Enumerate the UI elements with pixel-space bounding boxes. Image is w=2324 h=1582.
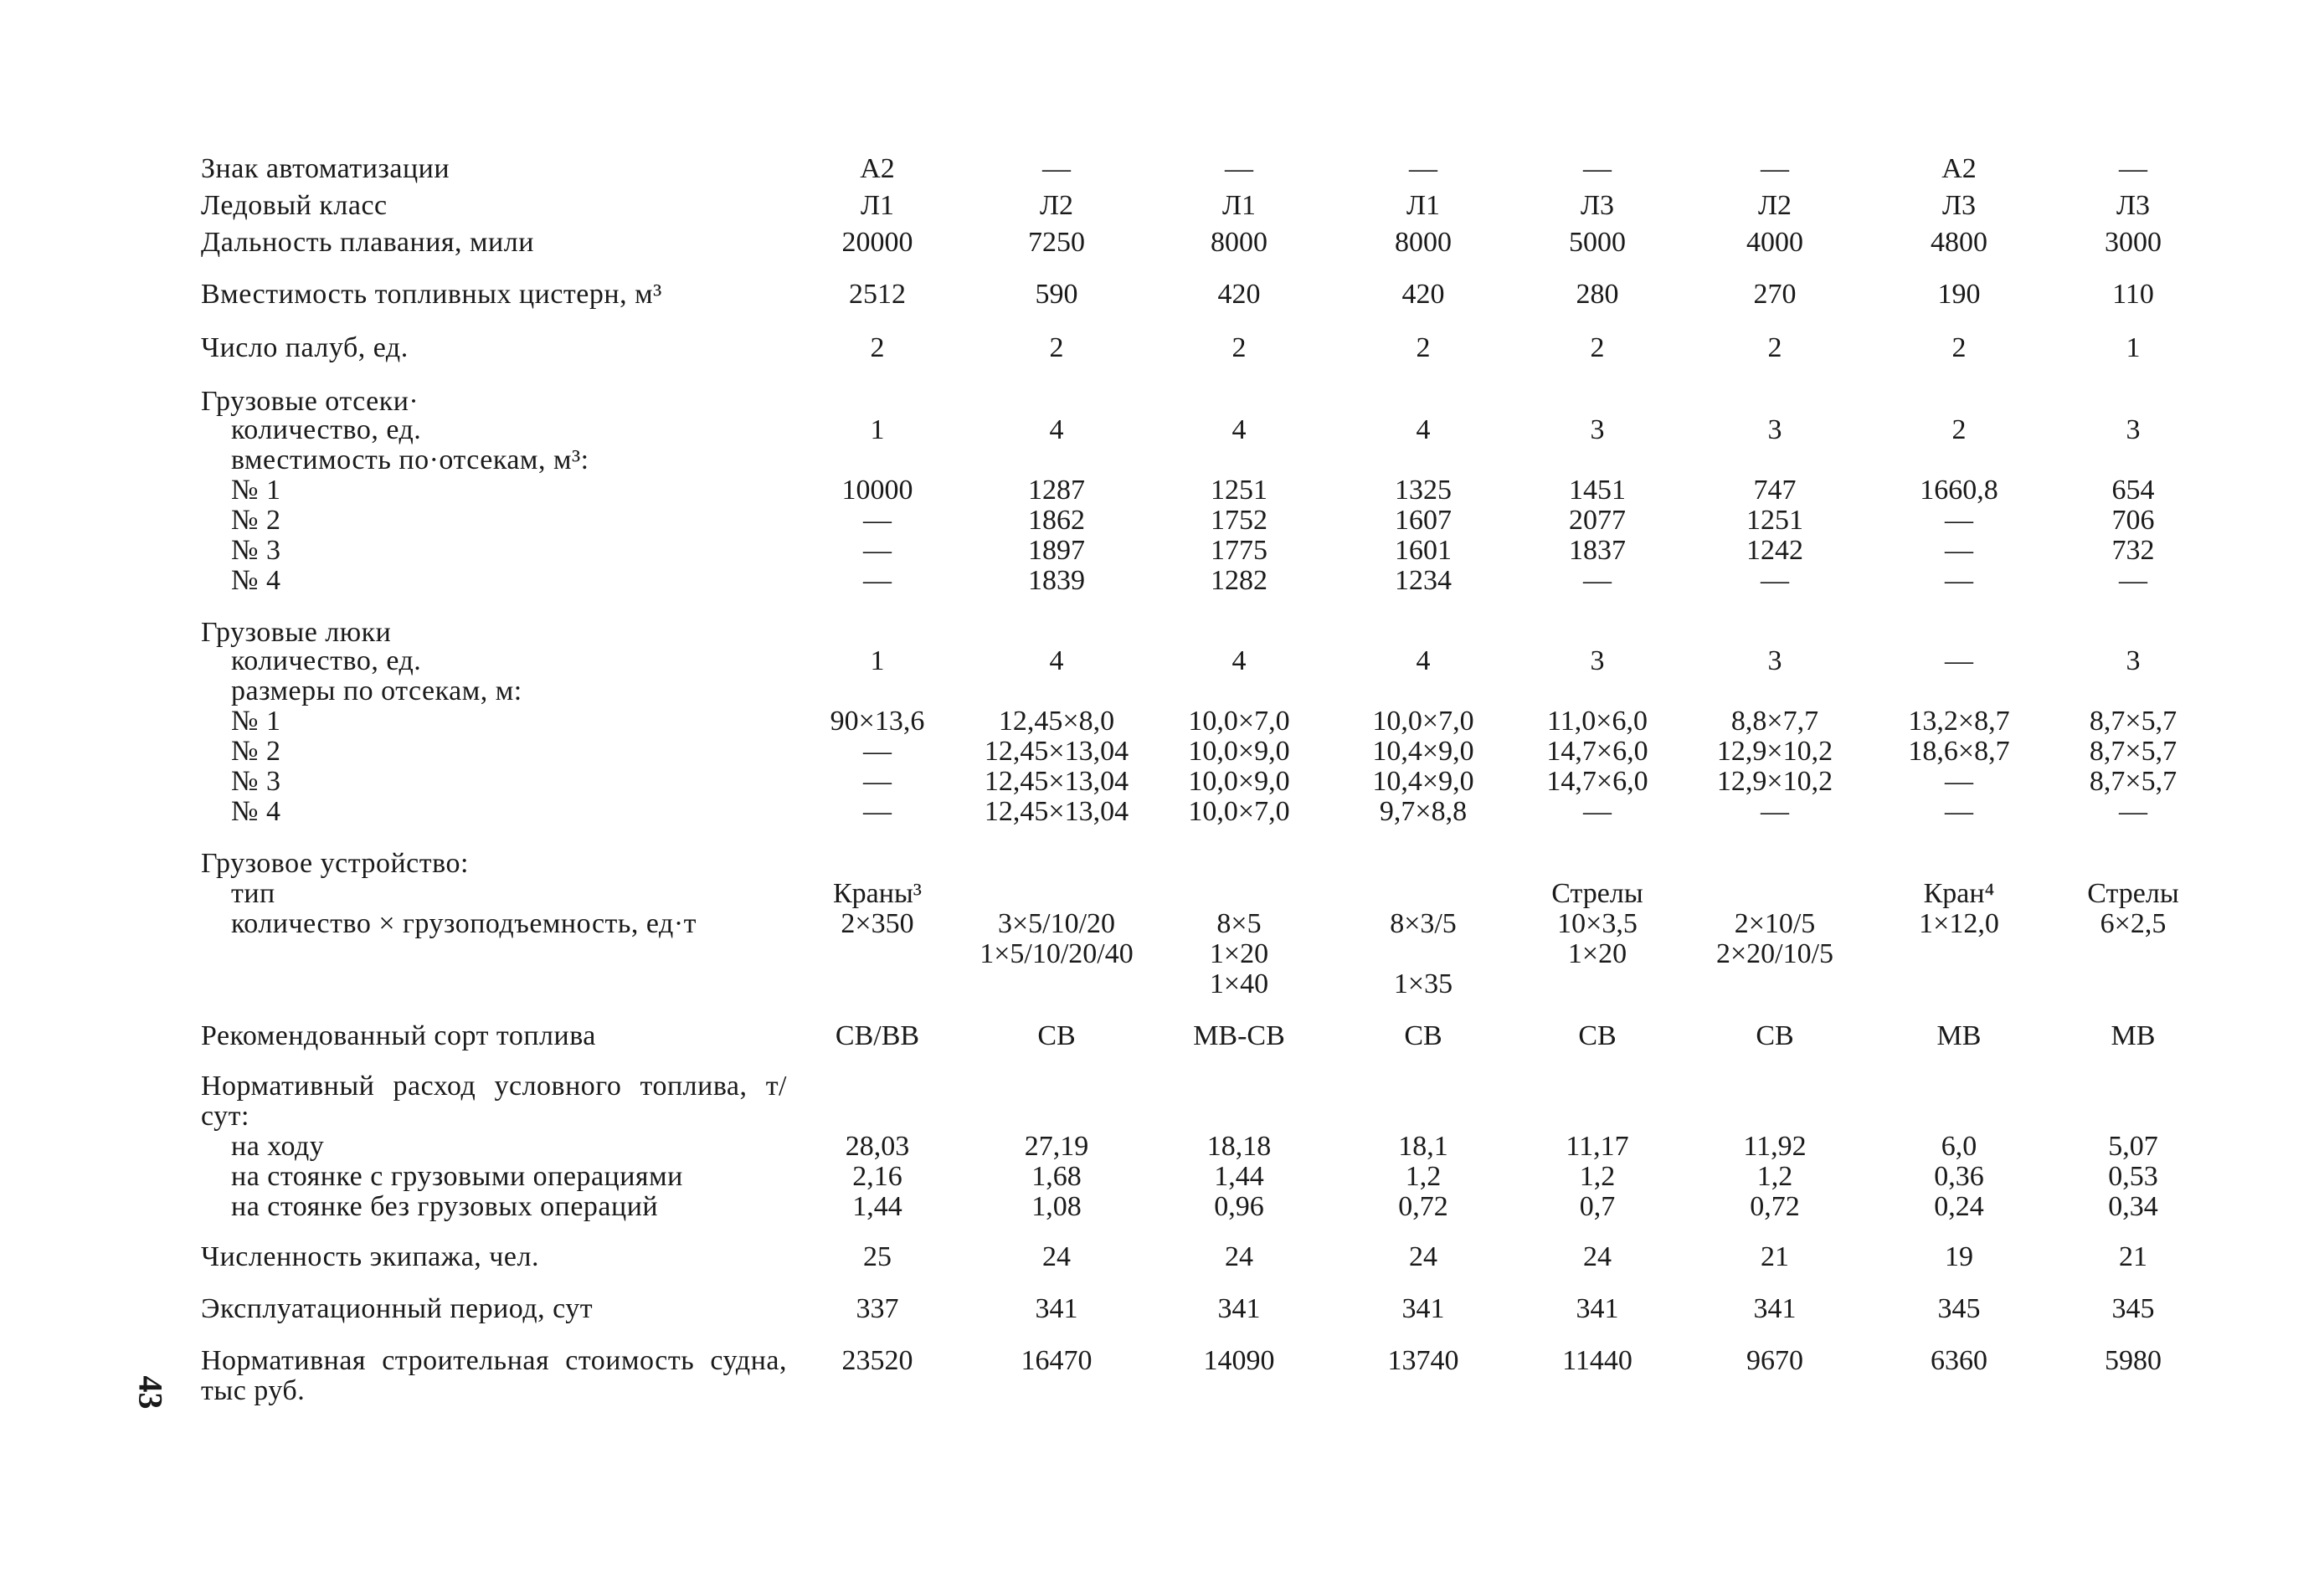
cell-gear_qty1-col5: 10×3,5 xyxy=(1557,908,1638,939)
cell-fuel_grade-col1: СВ/ВВ xyxy=(835,1020,920,1051)
cell-hatch4-col4: 9,7×8,8 xyxy=(1379,796,1468,827)
cell-fuel_underway-col8: 5,07 xyxy=(2108,1131,2158,1162)
cell-range-col1: 20000 xyxy=(841,227,913,258)
cell-fuel_grade-col5: СВ xyxy=(1578,1020,1617,1051)
cell-hold4-col4: 1234 xyxy=(1395,565,1452,596)
cell-gear_type-col5: Стрелы xyxy=(1551,878,1643,909)
cell-ice-col5: Л3 xyxy=(1580,190,1615,221)
cell-automation-col7: А2 xyxy=(1941,153,1977,184)
cell-decks-col8: 1 xyxy=(2126,332,2141,363)
row-label-hold4: № 4 xyxy=(231,565,281,596)
cell-hatch2-col8: 8,7×5,7 xyxy=(2089,736,2177,767)
cell-hatches_count-col8: 3 xyxy=(2126,645,2141,676)
cell-crew-col5: 24 xyxy=(1583,1241,1612,1272)
cell-hold4-col8: — xyxy=(2119,565,2147,596)
cell-hold2-col1: — xyxy=(863,505,892,536)
cell-holds_count-col1: 1 xyxy=(870,414,885,445)
cell-cost-col3: 14090 xyxy=(1203,1345,1275,1376)
cell-crew-col7: 19 xyxy=(1945,1241,1973,1272)
row-label-range: Дальность плавания, мили xyxy=(201,227,534,258)
cell-range-col4: 8000 xyxy=(1395,227,1452,258)
cell-range-col5: 5000 xyxy=(1569,227,1626,258)
cell-fuel_tanks-col6: 270 xyxy=(1753,279,1797,310)
cell-hold4-col5: — xyxy=(1583,565,1612,596)
cell-ice-col3: Л1 xyxy=(1221,190,1257,221)
cell-hatch3-col5: 14,7×6,0 xyxy=(1546,766,1648,797)
cell-holds_count-col7: 2 xyxy=(1951,414,1967,445)
cell-cost-col1: 23520 xyxy=(841,1345,913,1376)
cell-automation-col1: А2 xyxy=(860,153,895,184)
cell-period-col7: 345 xyxy=(1937,1293,1981,1324)
cell-hold4-col7: — xyxy=(1945,565,1973,596)
row-label-hatches_size_title: размеры по отсекам, м: xyxy=(231,675,522,706)
row-label-fuel_cargo_ops: на стоянке с грузовыми операциями xyxy=(231,1161,683,1192)
cell-holds_count-col4: 4 xyxy=(1416,414,1431,445)
cell-hatch3-col1: — xyxy=(863,766,892,797)
cell-gear_qty2-col5: 1×20 xyxy=(1567,938,1627,969)
cell-hold3-col6: 1242 xyxy=(1746,535,1803,566)
row-label-cargo_gear_title: Грузовое устройство: xyxy=(201,848,469,879)
row-label-holds_title: Грузовые отсеки· xyxy=(201,386,419,417)
cell-hold3-col3: 1775 xyxy=(1211,535,1267,566)
cell-fuel_grade-col8: МВ xyxy=(2111,1020,2156,1051)
cell-fuel_cargo_ops-col8: 0,53 xyxy=(2108,1161,2158,1192)
cell-decks-col4: 2 xyxy=(1416,332,1431,363)
row-label-crew: Численность экипажа, чел. xyxy=(201,1241,539,1272)
cell-fuel_cargo_ops-col7: 0,36 xyxy=(1934,1161,1984,1192)
cell-cost-col7: 6360 xyxy=(1931,1345,1987,1376)
cell-automation-col6: — xyxy=(1761,153,1789,184)
cell-hatch1-col7: 13,2×8,7 xyxy=(1908,706,2010,737)
cell-hatches_count-col1: 1 xyxy=(870,645,885,676)
cell-hatches_count-col2: 4 xyxy=(1049,645,1064,676)
cell-hold1-col1: 10000 xyxy=(841,475,913,506)
cell-hold3-col2: 1897 xyxy=(1028,535,1085,566)
cell-holds_count-col5: 3 xyxy=(1590,414,1605,445)
row-label-hold2: № 2 xyxy=(231,505,281,536)
cell-fuel_grade-col2: СВ xyxy=(1037,1020,1076,1051)
cell-hatches_count-col5: 3 xyxy=(1590,645,1605,676)
cell-decks-col5: 2 xyxy=(1590,332,1605,363)
row-label-fuel_norm_title: Нормативный расход условного топлива, т/сут: xyxy=(201,1071,787,1132)
cell-fuel_underway-col6: 11,92 xyxy=(1743,1131,1807,1162)
cell-hatches_count-col4: 4 xyxy=(1416,645,1431,676)
cell-hold1-col2: 1287 xyxy=(1028,475,1085,506)
cell-decks-col3: 2 xyxy=(1231,332,1247,363)
cell-fuel_no_ops-col1: 1,44 xyxy=(852,1191,902,1222)
cell-hold2-col4: 1607 xyxy=(1395,505,1452,536)
cell-ice-col1: Л1 xyxy=(860,190,895,221)
row-label-period: Эксплуатационный период, сут xyxy=(201,1293,594,1324)
cell-hold1-col7: 1660,8 xyxy=(1920,475,1998,506)
cell-hatches_count-col6: 3 xyxy=(1767,645,1782,676)
cell-holds_count-col6: 3 xyxy=(1767,414,1782,445)
cell-hold4-col6: — xyxy=(1761,565,1789,596)
cell-range-col2: 7250 xyxy=(1028,227,1085,258)
cell-gear_qty2-col2: 1×5/10/20/40 xyxy=(979,938,1134,969)
cell-crew-col2: 24 xyxy=(1042,1241,1071,1272)
cell-fuel_underway-col3: 18,18 xyxy=(1206,1131,1272,1162)
cell-gear_qty3-col4: 1×35 xyxy=(1393,968,1453,999)
cell-hatch2-col2: 12,45×13,04 xyxy=(984,736,1129,767)
cell-holds_count-col3: 4 xyxy=(1231,414,1247,445)
cell-fuel_tanks-col8: 110 xyxy=(2112,279,2154,310)
cell-fuel_no_ops-col5: 0,7 xyxy=(1579,1191,1616,1222)
row-label-decks: Число палуб, ед. xyxy=(201,332,409,363)
cell-fuel_grade-col7: МВ xyxy=(1936,1020,1982,1051)
cell-hold2-col2: 1862 xyxy=(1028,505,1085,536)
cell-range-col6: 4000 xyxy=(1746,227,1803,258)
cell-range-col8: 3000 xyxy=(2105,227,2162,258)
cell-hatch1-col6: 8,8×7,7 xyxy=(1730,706,1819,737)
cell-hatch2-col7: 18,6×8,7 xyxy=(1908,736,2010,767)
row-label-automation: Знак автоматизации xyxy=(201,153,450,184)
cell-gear_type-col1: Краны³ xyxy=(832,878,923,909)
cell-hold1-col6: 747 xyxy=(1753,475,1797,506)
cell-decks-col1: 2 xyxy=(870,332,885,363)
row-label-hatches_count: количество, ед. xyxy=(231,645,422,676)
cell-gear_qty1-col7: 1×12,0 xyxy=(1919,908,1999,939)
cell-fuel_grade-col6: СВ xyxy=(1756,1020,1794,1051)
cell-hold4-col1: — xyxy=(863,565,892,596)
cell-automation-col5: — xyxy=(1583,153,1612,184)
cell-hatches_count-col7: — xyxy=(1945,645,1973,676)
cell-hold2-col5: 2077 xyxy=(1569,505,1626,536)
cell-hatches_count-col3: 4 xyxy=(1231,645,1247,676)
cell-hold4-col3: 1282 xyxy=(1211,565,1267,596)
row-label-fuel_tanks: Вместимость топливных цистерн, м³ xyxy=(201,279,662,310)
cell-period-col6: 341 xyxy=(1753,1293,1797,1324)
cell-hatch1-col2: 12,45×8,0 xyxy=(998,706,1115,737)
cell-fuel_cargo_ops-col6: 1,2 xyxy=(1756,1161,1793,1192)
cell-period-col2: 341 xyxy=(1035,1293,1078,1324)
row-label-hatch2: № 2 xyxy=(231,736,281,767)
cell-automation-col4: — xyxy=(1409,153,1437,184)
cell-ice-col4: Л1 xyxy=(1406,190,1441,221)
cell-hold3-col1: — xyxy=(863,535,892,566)
cell-range-col7: 4800 xyxy=(1931,227,1987,258)
cell-ice-col2: Л2 xyxy=(1039,190,1074,221)
cell-gear_qty1-col6: 2×10/5 xyxy=(1734,908,1816,939)
cell-gear_qty1-col8: 6×2,5 xyxy=(2100,908,2167,939)
cell-hatch4-col3: 10,0×7,0 xyxy=(1188,796,1290,827)
cell-hatch2-col5: 14,7×6,0 xyxy=(1546,736,1648,767)
cell-hatch4-col8: — xyxy=(2119,796,2147,827)
cell-hold1-col4: 1325 xyxy=(1395,475,1452,506)
cell-crew-col6: 21 xyxy=(1761,1241,1789,1272)
cell-period-col8: 345 xyxy=(2111,1293,2155,1324)
cell-fuel_tanks-col7: 190 xyxy=(1937,279,1981,310)
cell-cost-col5: 11440 xyxy=(1562,1345,1632,1376)
row-label-hatch4: № 4 xyxy=(231,796,281,827)
cell-cost-col2: 16470 xyxy=(1021,1345,1093,1376)
cell-automation-col3: — xyxy=(1225,153,1253,184)
cell-gear_type-col7: Кран⁴ xyxy=(1923,878,1995,909)
cell-fuel_cargo_ops-col3: 1,44 xyxy=(1214,1161,1264,1192)
cell-fuel_cargo_ops-col5: 1,2 xyxy=(1579,1161,1616,1192)
cell-hatch2-col1: — xyxy=(863,736,892,767)
row-label-hatch1: № 1 xyxy=(231,706,281,737)
cell-ice-col8: Л3 xyxy=(2116,190,2151,221)
cell-fuel_underway-col7: 6,0 xyxy=(1941,1131,1977,1162)
cell-ice-col7: Л3 xyxy=(1941,190,1977,221)
cell-hold2-col6: 1251 xyxy=(1746,505,1803,536)
cell-automation-col8: — xyxy=(2119,153,2147,184)
row-label-gear_qty1: количество × грузоподъемность, ед·т xyxy=(231,908,697,939)
cell-hold3-col5: 1837 xyxy=(1569,535,1626,566)
cell-fuel_no_ops-col2: 1,08 xyxy=(1031,1191,1082,1222)
cell-crew-col8: 21 xyxy=(2119,1241,2147,1272)
row-label-ice: Ледовый класс xyxy=(201,190,388,221)
cell-decks-col6: 2 xyxy=(1767,332,1782,363)
cell-gear_qty1-col4: 8×3/5 xyxy=(1390,908,1457,939)
cell-hatch1-col5: 11,0×6,0 xyxy=(1547,706,1648,737)
cell-gear_qty3-col3: 1×40 xyxy=(1209,968,1269,999)
cell-hatch3-col6: 12,9×10,2 xyxy=(1716,766,1833,797)
cell-hatch2-col4: 10,4×9,0 xyxy=(1372,736,1474,767)
cell-fuel_cargo_ops-col4: 1,2 xyxy=(1405,1161,1442,1192)
cell-range-col3: 8000 xyxy=(1211,227,1267,258)
cell-hatch1-col4: 10,0×7,0 xyxy=(1372,706,1474,737)
cell-hatch2-col6: 12,9×10,2 xyxy=(1716,736,1833,767)
cell-gear_qty2-col3: 1×20 xyxy=(1209,938,1269,969)
cell-hold1-col5: 1451 xyxy=(1569,475,1626,506)
cell-hold2-col8: 706 xyxy=(2111,505,2155,536)
cell-period-col3: 341 xyxy=(1217,1293,1261,1324)
cell-hatch3-col3: 10,0×9,0 xyxy=(1188,766,1290,797)
cell-fuel_underway-col4: 18,1 xyxy=(1398,1131,1448,1162)
cell-period-col4: 341 xyxy=(1401,1293,1445,1324)
cell-hatch3-col4: 10,4×9,0 xyxy=(1372,766,1474,797)
cell-period-col1: 337 xyxy=(856,1293,899,1324)
cell-hold2-col7: — xyxy=(1945,505,1973,536)
cell-hold3-col4: 1601 xyxy=(1395,535,1452,566)
cell-hold2-col3: 1752 xyxy=(1211,505,1267,536)
cell-hatch1-col1: 90×13,6 xyxy=(830,706,925,737)
row-label-hatch3: № 3 xyxy=(231,766,281,797)
cell-fuel_no_ops-col3: 0,96 xyxy=(1214,1191,1264,1222)
cell-gear_type-col8: Стрелы xyxy=(2087,878,2179,909)
cell-fuel_no_ops-col7: 0,24 xyxy=(1934,1191,1984,1222)
cell-automation-col2: — xyxy=(1042,153,1071,184)
cell-fuel_tanks-col5: 280 xyxy=(1576,279,1619,310)
cell-hatch1-col8: 8,7×5,7 xyxy=(2089,706,2177,737)
row-label-fuel_underway: на ходу xyxy=(231,1131,325,1162)
row-label-fuel_no_ops: на стоянке без грузовых операций xyxy=(231,1191,659,1222)
cell-hatch4-col5: — xyxy=(1583,796,1612,827)
row-label-holds_count: количество, ед. xyxy=(231,414,422,445)
row-label-hold3: № 3 xyxy=(231,535,281,566)
cell-hatch1-col3: 10,0×7,0 xyxy=(1188,706,1290,737)
cell-fuel_tanks-col2: 590 xyxy=(1035,279,1078,310)
cell-hold3-col8: 732 xyxy=(2111,535,2155,566)
cell-hatch2-col3: 10,0×9,0 xyxy=(1188,736,1290,767)
cell-hatch4-col7: — xyxy=(1945,796,1973,827)
cell-fuel_cargo_ops-col1: 2,16 xyxy=(852,1161,902,1192)
cell-crew-col1: 25 xyxy=(863,1241,892,1272)
cell-hatch3-col7: — xyxy=(1945,766,1973,797)
cell-holds_count-col2: 4 xyxy=(1049,414,1064,445)
cell-gear_qty2-col6: 2×20/10/5 xyxy=(1715,938,1834,969)
cell-hatch4-col6: — xyxy=(1761,796,1789,827)
cell-fuel_no_ops-col6: 0,72 xyxy=(1750,1191,1800,1222)
cell-fuel_tanks-col3: 420 xyxy=(1217,279,1261,310)
page-number: 43 xyxy=(131,1375,170,1410)
cell-fuel_underway-col1: 28,03 xyxy=(845,1131,910,1162)
row-label-holds_cap_title: вместимость по·отсекам, м³: xyxy=(231,444,589,475)
cell-fuel_underway-col5: 11,17 xyxy=(1566,1131,1629,1162)
cell-hatch4-col2: 12,45×13,04 xyxy=(984,796,1129,827)
cell-fuel_no_ops-col8: 0,34 xyxy=(2108,1191,2158,1222)
cell-hold3-col7: — xyxy=(1945,535,1973,566)
row-label-fuel_grade: Рекомендованный сорт топлива xyxy=(201,1020,596,1051)
cell-fuel_grade-col4: СВ xyxy=(1404,1020,1442,1051)
cell-decks-col7: 2 xyxy=(1951,332,1967,363)
cell-hold1-col8: 654 xyxy=(2111,475,2155,506)
cell-fuel_no_ops-col4: 0,72 xyxy=(1398,1191,1448,1222)
cell-fuel_tanks-col1: 2512 xyxy=(849,279,906,310)
cell-hatch3-col2: 12,45×13,04 xyxy=(984,766,1129,797)
cell-gear_qty1-col3: 8×5 xyxy=(1216,908,1262,939)
cell-hatch3-col8: 8,7×5,7 xyxy=(2089,766,2177,797)
cell-cost-col4: 13740 xyxy=(1387,1345,1459,1376)
cell-cost-col6: 9670 xyxy=(1746,1345,1803,1376)
row-label-hatches_title: Грузовые люки xyxy=(201,617,392,648)
cell-gear_qty1-col1: 2×350 xyxy=(841,908,914,939)
row-label-hold1: № 1 xyxy=(231,475,281,506)
cell-ice-col6: Л2 xyxy=(1757,190,1792,221)
cell-period-col5: 341 xyxy=(1576,1293,1619,1324)
cell-fuel_tanks-col4: 420 xyxy=(1401,279,1445,310)
cell-decks-col2: 2 xyxy=(1049,332,1064,363)
cell-crew-col3: 24 xyxy=(1225,1241,1253,1272)
cell-hold1-col3: 1251 xyxy=(1211,475,1267,506)
cell-hatch4-col1: — xyxy=(863,796,892,827)
cell-gear_qty1-col2: 3×5/10/20 xyxy=(997,908,1116,939)
row-label-cost: Нормативная строительная стоимость судна, тыс руб. xyxy=(201,1345,787,1406)
cell-crew-col4: 24 xyxy=(1409,1241,1437,1272)
cell-cost-col8: 5980 xyxy=(2105,1345,2162,1376)
row-label-gear_type: тип xyxy=(231,878,275,909)
cell-fuel_grade-col3: МВ-СВ xyxy=(1193,1020,1285,1051)
cell-holds_count-col8: 3 xyxy=(2126,414,2141,445)
cell-fuel_underway-col2: 27,19 xyxy=(1024,1131,1089,1162)
cell-fuel_cargo_ops-col2: 1,68 xyxy=(1031,1161,1082,1192)
cell-hold4-col2: 1839 xyxy=(1028,565,1085,596)
